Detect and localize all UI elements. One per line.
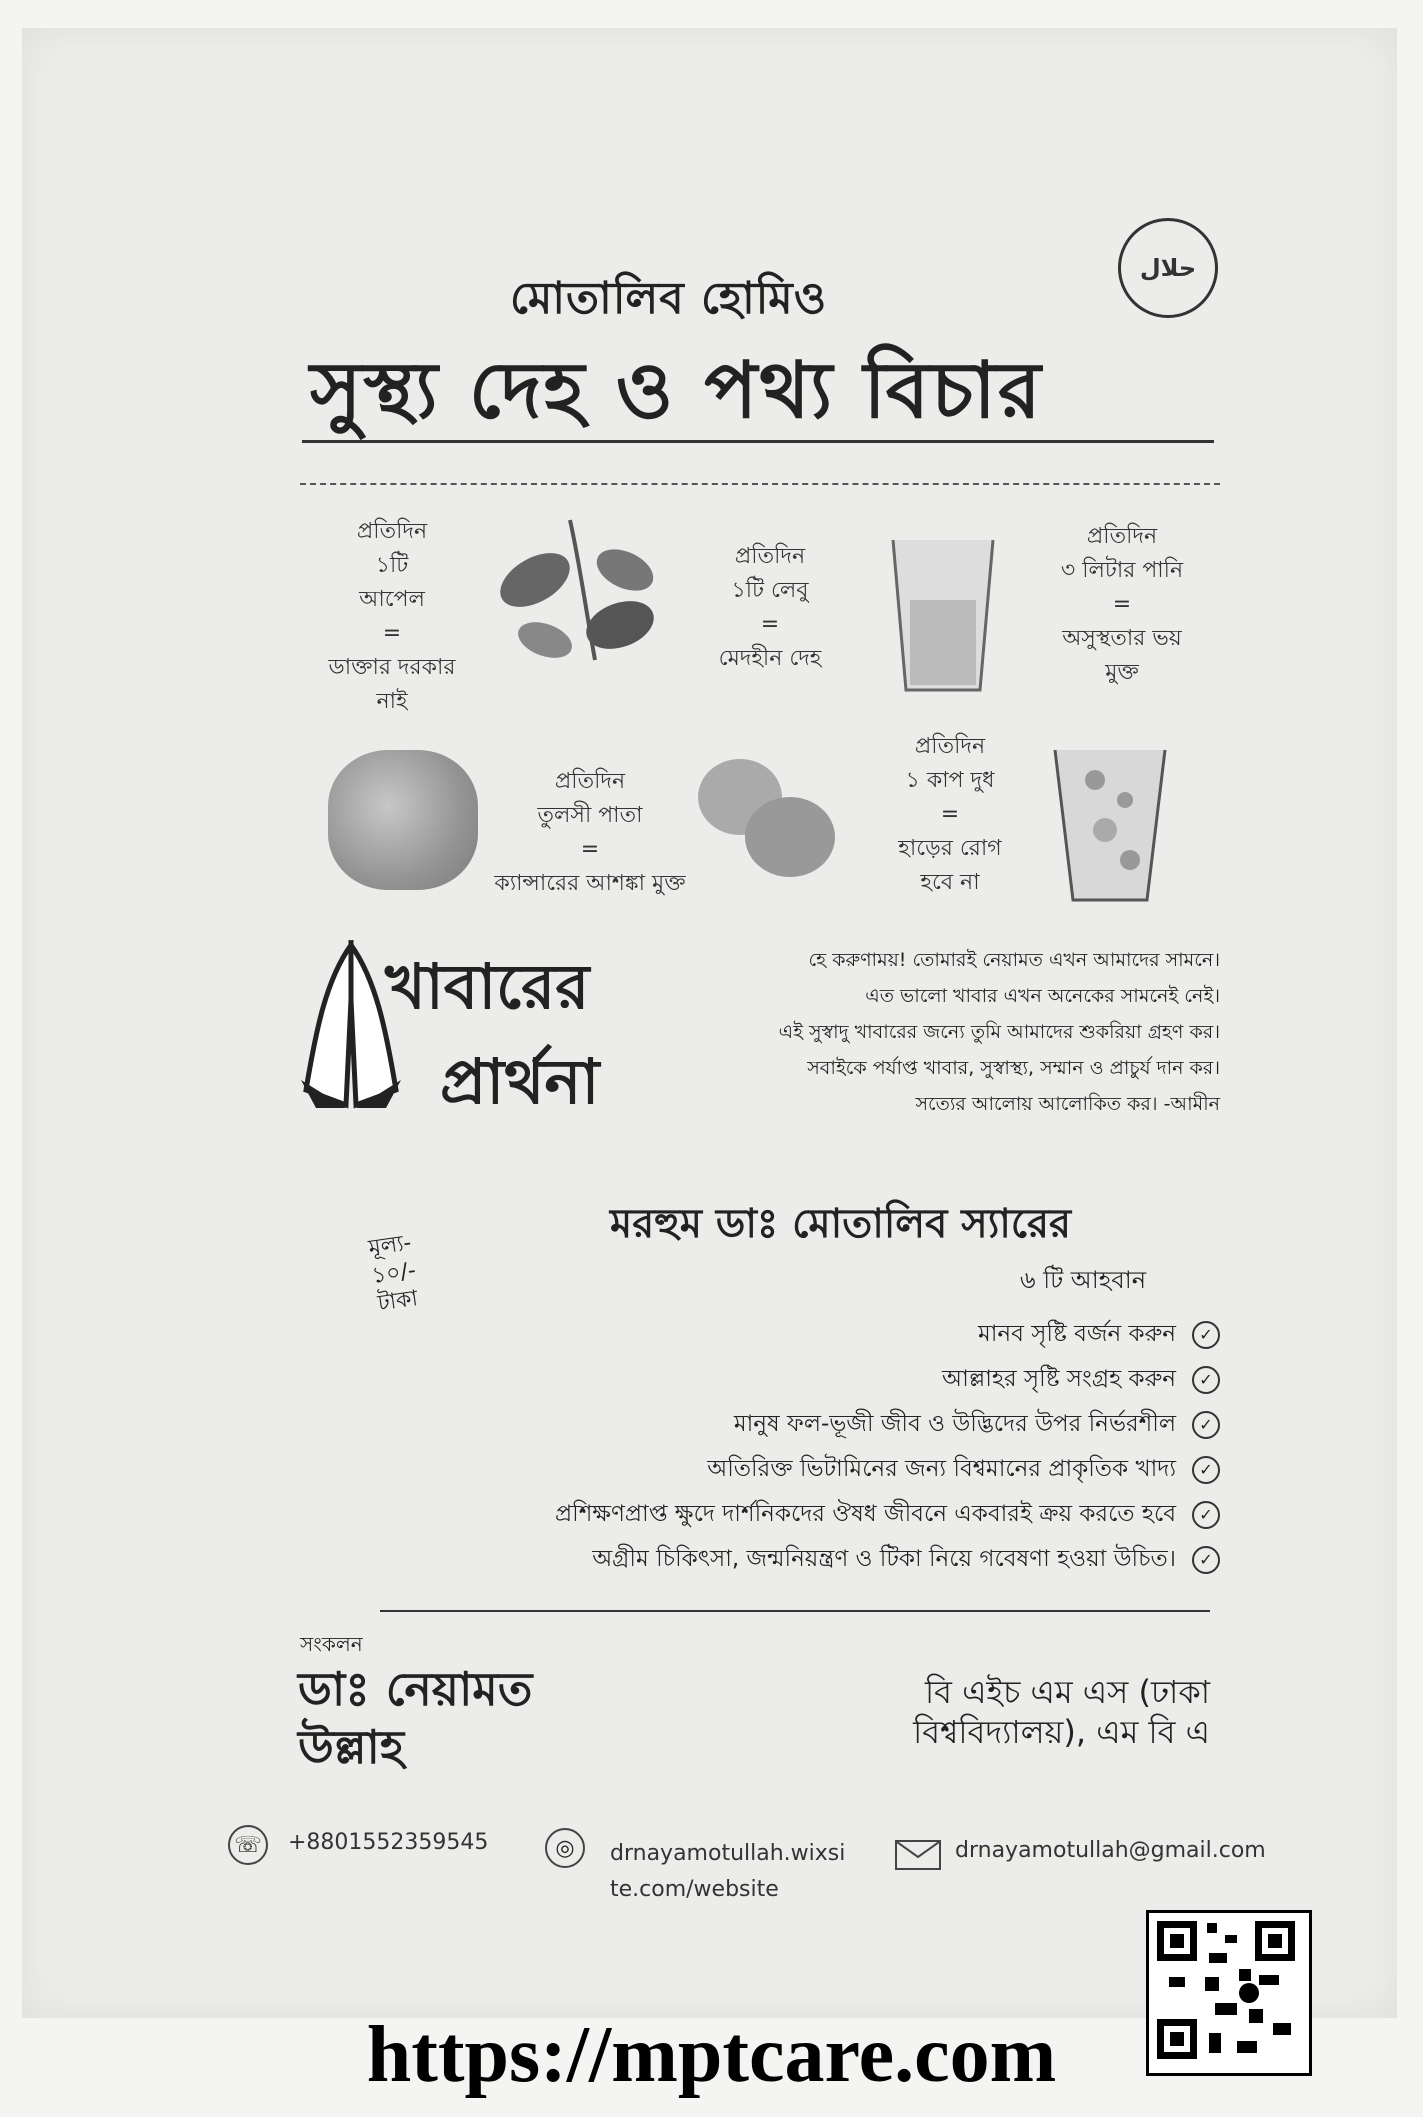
check-icon: ✓: [1192, 1501, 1220, 1529]
section-divider: [300, 483, 1220, 485]
tip-lemon: প্রতিদিন ১টি লেবু = মেদহীন দেহ: [718, 544, 822, 671]
price-tag: মূল্য- ১০/- টাকা: [367, 1230, 420, 1317]
website-link[interactable]: drnayamotullah.wixsi te.com/website: [610, 1841, 846, 1902]
calls-list: [360, 1312, 1220, 1582]
footer-url[interactable]: https://mptcare.com: [366, 2011, 1057, 2099]
check-icon: ✓: [1192, 1456, 1220, 1484]
prayer-title-line1: খাবারের: [385, 950, 590, 1023]
water-glass-picture: [888, 530, 998, 695]
list-item: অতিরিক্ত ভিটামিনের জন্য বিশ্বমানের প্রাকৃতিক খাদ্য ✓: [360, 1447, 1220, 1492]
compiler-qualifications: বি এইচ এম এস (ঢাকা বিশ্ববিদ্যালয়), এম বি এ: [913, 1673, 1210, 1751]
check-icon: ✓: [1192, 1546, 1220, 1574]
tulsi-leaves-picture: [485, 515, 665, 665]
phone-icon: ☏: [228, 1825, 268, 1865]
compiler-name: ডাঃ নেয়ামত উল্লাহ: [298, 1662, 533, 1774]
tip-apple: প্রতিদিন ১টি আপেল = ডাক্তার দরকার নাই: [328, 519, 456, 714]
page-title: সুস্থ্য দেহ ও পথ্য বিচার: [310, 346, 1043, 436]
brand-subtitle: মোতালিব হোমিও: [510, 273, 828, 324]
list-item: মানুষ ফল-ভূজী জীব ও উদ্ভিদের উপর নির্ভরশীল ✓: [360, 1402, 1220, 1447]
prayer-title-line2: প্রার্থনা: [440, 1045, 600, 1118]
halal-badge: حلال: [1118, 218, 1218, 318]
list-item: প্রশিক্ষণপ্রাপ্ত ক্ষুদে দার্শনিকদের ঔষধ জীবনে একবারই ক্রয় করতে হবে ✓: [360, 1492, 1220, 1537]
tip-milk: প্রতিদিন ১ কাপ দুধ = হাড়ের রোগ হবে না: [898, 734, 1002, 895]
email-icon: [895, 1840, 941, 1870]
prayer-text: হে করুণাময়! তোমারই নেয়ামত এখন আমাদের সামনে। এত ভালো খাবার এখন অনেকের সামনেই নেই। এই সুস্বাদু খাবারের জন্যে তুমি আমাদের শুকরিয়া গ্রহণ কর। সবাইকে পর্যাপ্ত খাবার, সুস্বাস্থ্য, সম্মান ও প্রাচুর্য দান কর। সত্যের আলোয় আলোকিত কর। -আমীন: [778, 949, 1220, 1115]
list-item: মানব সৃষ্টি বর্জন করুন ✓: [360, 1312, 1220, 1357]
globe-icon: ◎: [545, 1828, 585, 1868]
list-item: আল্লাহর সৃষ্টি সংগ্রহ করুন ✓: [360, 1357, 1220, 1402]
phone-number[interactable]: +8801552359545: [288, 1830, 489, 1855]
calls-title: মরহুম ডাঃ মোতালিব স্যারের: [610, 1201, 1071, 1247]
calls-subtitle: ৬ টি আহবান: [1020, 1266, 1147, 1294]
tip-tulsi: প্রতিদিন তুলসী পাতা = ক্যান্সারের আশঙ্কা মুক্ত: [494, 769, 686, 896]
tip-water: প্রতিদিন ৩ লিটার পানি = অসুস্থতার ভয় মুক্ত: [1060, 524, 1184, 685]
apples-picture: [328, 750, 478, 890]
calls-rule: [380, 1610, 1210, 1612]
compiler-label: সংকলন: [300, 1632, 363, 1656]
title-rule: [302, 440, 1214, 443]
check-icon: ✓: [1192, 1366, 1220, 1394]
check-icon: ✓: [1192, 1321, 1220, 1349]
list-item: অগ্রীম চিকিৎসা, জন্মনিয়ন্ত্রণ ও টিকা নিয়ে গবেষণা হওয়া উচিত। ✓: [360, 1537, 1220, 1582]
check-icon: ✓: [1192, 1411, 1220, 1439]
milk-glass-picture: [1045, 740, 1175, 905]
email-link[interactable]: drnayamotullah@gmail.com: [955, 1838, 1266, 1863]
